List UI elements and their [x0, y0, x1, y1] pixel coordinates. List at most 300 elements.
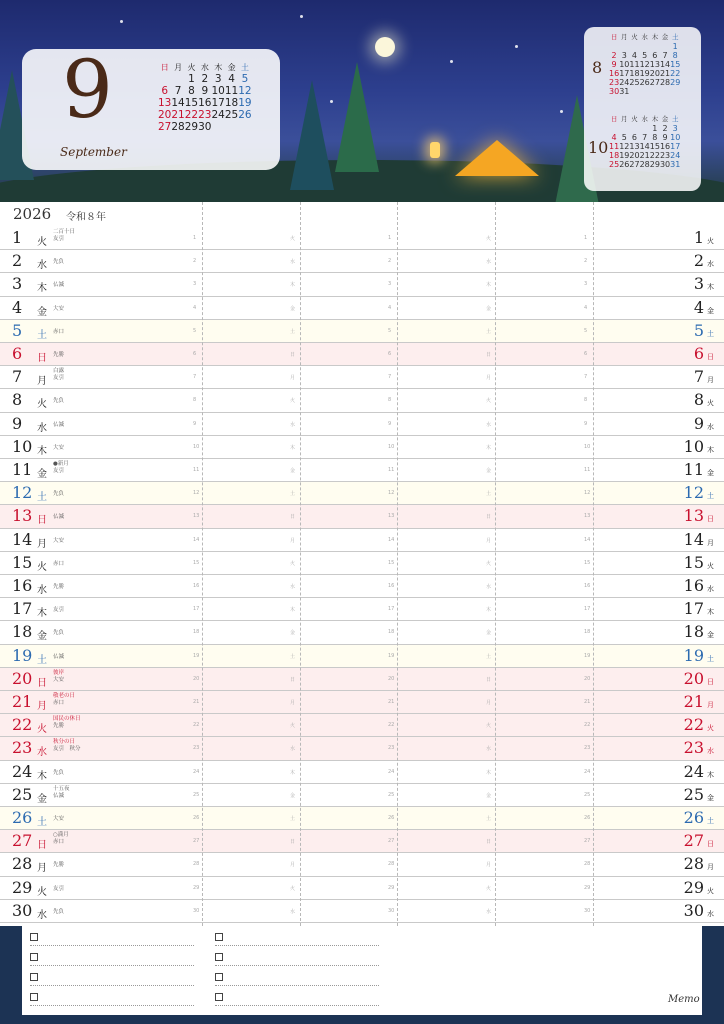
- weekday: 木: [37, 608, 47, 620]
- column-day-marker: 日: [486, 676, 492, 683]
- column-day-marker: 水: [486, 908, 492, 915]
- day-number: 17: [12, 599, 33, 619]
- day-number: 29: [12, 877, 33, 897]
- next-month-number: 10: [588, 138, 609, 157]
- right-weekday: 水: [707, 747, 714, 756]
- column-day-marker: 水: [290, 908, 296, 915]
- mini-calendar-day: 10: [670, 132, 681, 142]
- day-row[interactable]: [0, 297, 724, 320]
- mini-calendar-day: 6: [652, 50, 658, 60]
- tree-icon: [335, 62, 379, 172]
- weekday: 火: [37, 399, 47, 411]
- mini-calendar-day: 23: [609, 77, 620, 87]
- column-day-marker: 21: [584, 699, 591, 705]
- mini-calendar-day: 21: [659, 68, 671, 78]
- note-top: 彼岸: [53, 669, 65, 676]
- weekday-header: 土: [671, 33, 679, 42]
- right-weekday: 月: [707, 863, 714, 872]
- note-bottom: 先負: [53, 398, 65, 405]
- mini-calendar-day: 30: [659, 159, 671, 169]
- right-day-number: 10: [683, 436, 704, 456]
- column-day-marker: 木: [290, 444, 296, 451]
- right-weekday: 木: [707, 445, 714, 454]
- mini-calendar-day: 15: [184, 96, 199, 109]
- memo-checkbox-line[interactable]: [215, 970, 379, 986]
- column-day-marker: 13: [193, 513, 200, 520]
- column-day-marker: 月: [486, 862, 492, 869]
- note-top: 白露: [53, 368, 65, 375]
- note-bottom: 友引: [53, 885, 65, 892]
- mini-calendar-day: [171, 73, 184, 85]
- day-number: 10: [12, 436, 33, 456]
- prev-month-number: 8: [592, 58, 603, 77]
- mini-calendar-day: 29: [670, 77, 681, 87]
- mini-calendar-day: 21: [639, 150, 650, 160]
- day-row[interactable]: [0, 621, 724, 644]
- right-weekday: 木: [707, 608, 714, 617]
- note-bottom: 先負: [53, 491, 65, 498]
- mini-calendar-day: 18: [609, 150, 620, 160]
- note-bottom: 赤口: [53, 839, 65, 846]
- column-day-marker: 1: [193, 235, 197, 241]
- right-day-number: 30: [683, 900, 704, 920]
- column-day-marker: 1: [584, 235, 588, 241]
- weekday-header: 水: [641, 33, 648, 42]
- column-day-marker: 日: [290, 839, 296, 846]
- note-bottom: 大安: [53, 444, 65, 451]
- mini-calendar-day: 1: [652, 123, 658, 133]
- weekday-header: 土: [240, 62, 249, 72]
- right-day-number: 13: [683, 506, 704, 526]
- mini-calendar-day: 24: [619, 77, 630, 87]
- mini-calendar-day: 8: [672, 50, 678, 60]
- mini-calendar-day: 31: [619, 86, 630, 96]
- mini-calendar-day: 30: [198, 120, 212, 133]
- column-day-marker: 5: [584, 327, 588, 334]
- column-day-marker: 木: [290, 282, 296, 289]
- mini-calendar-day: 27: [629, 159, 640, 169]
- weekday: 水: [37, 585, 47, 596]
- note-bottom: 赤口: [53, 700, 65, 706]
- mini-calendar-day: 13: [649, 59, 660, 69]
- column-day-marker: 土: [290, 328, 296, 335]
- weekday-header: 月: [621, 115, 628, 124]
- column-day-marker: 火: [486, 398, 492, 405]
- column-day-marker: 7: [584, 374, 588, 381]
- memo-checkbox-line[interactable]: [215, 930, 379, 946]
- column-day-marker: 土: [290, 653, 296, 660]
- day-number: 13: [12, 506, 33, 526]
- column-day-marker: 日: [290, 352, 296, 358]
- column-day-marker: 28: [193, 861, 200, 868]
- memo-checkbox-line[interactable]: [30, 950, 194, 966]
- weekday: 日: [37, 677, 47, 689]
- weekday: 月: [37, 376, 47, 388]
- column-day-marker: 29: [193, 884, 200, 891]
- checkbox-icon[interactable]: [30, 973, 38, 981]
- column-day-marker: 23: [193, 745, 200, 752]
- mini-calendar-day: 6: [631, 132, 638, 142]
- column-day-marker: 29: [584, 884, 591, 891]
- mini-calendar-day: 24: [211, 108, 225, 121]
- checkbox-icon[interactable]: [30, 953, 38, 961]
- column-day-marker: 16: [584, 583, 591, 589]
- weekday-header: 木: [214, 62, 223, 72]
- day-number: 28: [12, 854, 33, 874]
- weekday: 月: [37, 538, 47, 550]
- weekday: 土: [37, 329, 47, 341]
- column-day-marker: 24: [388, 768, 395, 775]
- mini-calendar-day: 5: [621, 132, 627, 142]
- right-day-number: 1: [693, 228, 704, 247]
- weekday: 土: [37, 492, 47, 504]
- checkbox-icon[interactable]: [215, 933, 223, 941]
- column-day-marker: 21: [193, 699, 200, 705]
- right-day-number: 2: [693, 251, 704, 271]
- weekday: 木: [37, 445, 47, 457]
- right-day-number: 28: [683, 854, 704, 874]
- column-day-marker: 火: [486, 560, 492, 567]
- mini-calendar-day: 13: [629, 141, 640, 151]
- day-row[interactable]: [0, 389, 724, 412]
- column-divider: [202, 202, 203, 926]
- weekday-header: 土: [671, 115, 679, 124]
- mini-calendar-day: 11: [629, 59, 640, 69]
- column-day-marker: 21: [388, 699, 395, 705]
- mini-calendar-day: 14: [171, 96, 185, 109]
- column-day-marker: 金: [290, 305, 296, 312]
- column-day-marker: 6: [388, 351, 392, 357]
- weekday-header: 金: [661, 115, 669, 124]
- mini-calendar-day: 9: [662, 132, 668, 142]
- note-bottom: 友引: [53, 468, 65, 474]
- column-day-marker: 9: [193, 420, 197, 427]
- mini-calendar-day: 6: [161, 84, 169, 97]
- column-day-marker: 月: [486, 700, 492, 706]
- right-weekday: 月: [707, 701, 714, 709]
- month-english-name: September: [60, 145, 127, 159]
- day-row[interactable]: [0, 853, 724, 876]
- mini-calendar-day: 13: [158, 96, 172, 109]
- right-weekday: 土: [707, 817, 714, 825]
- note-top: 国民の休日: [53, 716, 81, 723]
- mini-calendar-day: 21: [171, 108, 185, 121]
- column-day-marker: 16: [193, 583, 200, 589]
- right-weekday: 月: [707, 376, 714, 385]
- column-day-marker: 3: [193, 281, 197, 288]
- column-day-marker: 火: [486, 885, 492, 892]
- column-day-marker: 18: [388, 629, 395, 636]
- column-day-marker: 30: [584, 907, 591, 914]
- right-weekday: 土: [707, 329, 714, 338]
- lantern-icon: [430, 142, 440, 158]
- day-row[interactable]: [0, 877, 724, 900]
- note-bottom: 先負: [53, 769, 65, 776]
- checkbox-icon[interactable]: [215, 973, 223, 981]
- day-row[interactable]: [0, 482, 724, 505]
- right-day-number: 20: [683, 668, 704, 688]
- column-day-marker: 20: [193, 675, 200, 682]
- column-day-marker: 17: [193, 606, 200, 613]
- weekday-header: 火: [187, 62, 196, 72]
- day-number: 3: [12, 274, 23, 294]
- day-row[interactable]: [0, 505, 724, 528]
- mini-calendar-day: 11: [609, 141, 620, 151]
- weekday: 金: [37, 631, 47, 643]
- day-row[interactable]: [0, 668, 724, 691]
- memo-checkbox-line[interactable]: [30, 990, 194, 1006]
- day-row[interactable]: [0, 900, 724, 923]
- star-icon: [300, 15, 303, 18]
- weekday-header: 月: [174, 62, 183, 72]
- mini-calendar-day: [640, 87, 650, 96]
- year-header: [0, 202, 724, 227]
- mini-calendar-day: 15: [649, 141, 660, 151]
- right-weekday: 土: [707, 654, 714, 663]
- column-day-marker: 日: [486, 514, 492, 521]
- mini-calendar-day: 10: [211, 84, 225, 97]
- mini-calendar-day: 28: [639, 159, 650, 169]
- mini-calendar-day: 22: [184, 108, 199, 121]
- column-day-marker: 19: [193, 652, 200, 659]
- day-row[interactable]: [0, 320, 724, 343]
- weekday: 金: [37, 306, 47, 318]
- day-row[interactable]: [0, 575, 724, 598]
- tree-icon: [290, 80, 334, 190]
- mini-calendar-day: [629, 42, 639, 51]
- column-day-marker: 8: [388, 397, 392, 404]
- day-row[interactable]: [0, 784, 724, 807]
- weekday-header: 火: [631, 33, 638, 42]
- right-weekday: 火: [707, 399, 714, 408]
- column-day-marker: 火: [290, 236, 296, 242]
- column-day-marker: 15: [388, 559, 395, 566]
- column-day-marker: 26: [584, 815, 591, 821]
- right-weekday: 火: [707, 561, 714, 570]
- mini-calendar-day: 4: [631, 50, 638, 60]
- right-day-number: 27: [683, 831, 704, 851]
- weekday: 水: [37, 260, 47, 272]
- day-row[interactable]: [0, 529, 724, 552]
- mini-calendar-day: 12: [619, 141, 630, 151]
- column-day-marker: 27: [584, 838, 591, 845]
- column-day-marker: 18: [584, 629, 591, 636]
- mini-calendar-day: 22: [649, 150, 660, 160]
- column-day-marker: 金: [290, 630, 296, 637]
- day-row[interactable]: [0, 366, 724, 389]
- day-row[interactable]: [0, 552, 724, 575]
- right-weekday: 水: [707, 909, 714, 918]
- mini-calendar-day: [629, 87, 639, 96]
- column-day-marker: 4: [584, 304, 588, 311]
- column-day-marker: 14: [584, 536, 591, 543]
- column-day-marker: 9: [584, 420, 588, 427]
- right-day-number: 24: [683, 761, 704, 781]
- note-bottom: 先負: [53, 630, 65, 637]
- weekday-header: 月: [621, 33, 628, 42]
- day-row[interactable]: [0, 250, 724, 273]
- day-row[interactable]: [0, 691, 724, 714]
- day-row[interactable]: [0, 413, 724, 436]
- column-day-marker: 15: [193, 559, 200, 566]
- day-number: 2: [12, 251, 23, 271]
- mini-calendar-day: 19: [639, 68, 650, 78]
- note-top: 敬老の日: [53, 693, 76, 699]
- column-day-marker: 24: [193, 768, 200, 775]
- day-row[interactable]: [0, 227, 724, 250]
- day-number: 18: [12, 622, 33, 642]
- day-row[interactable]: [0, 598, 724, 621]
- day-row[interactable]: [0, 807, 724, 830]
- column-day-marker: 23: [388, 745, 395, 752]
- right-weekday: 木: [707, 770, 714, 779]
- column-day-marker: 木: [290, 769, 296, 776]
- note-bottom: 先負: [53, 908, 65, 915]
- column-day-marker: 金: [486, 305, 492, 312]
- day-row[interactable]: [0, 714, 724, 737]
- column-day-marker: 金: [486, 792, 492, 799]
- checkbox-icon[interactable]: [30, 993, 38, 1001]
- mini-calendar-day: 12: [639, 59, 650, 69]
- memo-checkbox-line[interactable]: [215, 990, 379, 1006]
- mini-calendar-day: [640, 124, 650, 133]
- column-day-marker: 3: [584, 281, 588, 288]
- note-bottom: 大安: [53, 816, 65, 822]
- memo-checkbox-line[interactable]: [30, 930, 194, 946]
- weekday-header: 木: [651, 33, 659, 42]
- column-day-marker: 20: [388, 675, 395, 682]
- column-day-marker: 2: [193, 258, 197, 265]
- weekday: 水: [37, 422, 47, 434]
- right-weekday: 土: [707, 492, 714, 501]
- column-divider: [397, 202, 398, 926]
- column-day-marker: 土: [486, 328, 492, 335]
- day-row[interactable]: [0, 737, 724, 760]
- column-day-marker: 10: [193, 443, 200, 450]
- column-day-marker: 19: [388, 652, 395, 659]
- column-day-marker: 土: [486, 491, 492, 498]
- weekday-header: 水: [200, 62, 209, 72]
- weekday-header: 木: [651, 115, 659, 124]
- mini-calendar-day: [158, 73, 171, 85]
- column-day-marker: 14: [193, 536, 200, 543]
- column-day-marker: 3: [388, 281, 392, 288]
- day-row[interactable]: [0, 343, 724, 366]
- column-day-marker: 19: [584, 652, 591, 659]
- column-day-marker: 8: [193, 397, 197, 404]
- note-bottom: 先勝: [53, 723, 65, 730]
- right-weekday: 日: [707, 677, 714, 686]
- column-day-marker: 7: [193, 374, 197, 381]
- mini-calendar-day: 18: [629, 68, 640, 78]
- weekday: 火: [37, 237, 47, 248]
- note-bottom: 仏滅: [53, 514, 65, 521]
- day-row[interactable]: [0, 645, 724, 668]
- mini-calendar-day: 26: [639, 77, 650, 87]
- memo-checkbox-line[interactable]: [30, 970, 194, 986]
- note-bottom: 先勝: [53, 862, 65, 869]
- memo-checkbox-line[interactable]: [215, 950, 379, 966]
- column-day-marker: 28: [584, 861, 591, 868]
- mini-calendar-day: 9: [611, 59, 617, 69]
- mini-calendar-day: 5: [241, 72, 249, 85]
- column-day-marker: 水: [486, 746, 492, 753]
- weekday: 日: [37, 353, 47, 364]
- mini-calendar-day: 29: [184, 120, 199, 133]
- column-day-marker: 11: [193, 467, 200, 473]
- column-day-marker: 木: [486, 607, 492, 614]
- day-row[interactable]: [0, 830, 724, 853]
- right-weekday: 木: [707, 283, 714, 292]
- mini-calendar-day: [238, 121, 251, 133]
- column-day-marker: 土: [290, 816, 296, 822]
- column-day-marker: 月: [290, 700, 296, 706]
- checkbox-icon[interactable]: [215, 993, 223, 1001]
- right-weekday: 金: [707, 793, 714, 802]
- right-day-number: 25: [683, 784, 704, 804]
- mini-calendar-day: 23: [659, 150, 671, 160]
- column-day-marker: 水: [290, 584, 296, 590]
- mini-calendar-day: 24: [670, 150, 681, 160]
- day-number: 6: [12, 344, 23, 363]
- day-row[interactable]: [0, 273, 724, 296]
- day-row[interactable]: [0, 761, 724, 784]
- right-day-number: 11: [683, 460, 704, 479]
- mini-calendar-day: 7: [174, 84, 182, 97]
- column-day-marker: 30: [193, 907, 200, 914]
- mini-calendar-day: [609, 124, 619, 133]
- column-day-marker: 13: [584, 513, 591, 520]
- column-day-marker: 金: [290, 792, 296, 799]
- day-number: 14: [12, 529, 33, 549]
- day-number: 26: [12, 808, 33, 827]
- weekday: 金: [37, 793, 47, 805]
- weekday: 木: [37, 770, 47, 782]
- column-day-marker: 25: [193, 791, 200, 798]
- mini-calendar-day: 3: [672, 123, 678, 133]
- mini-calendar-day: 27: [649, 77, 660, 87]
- day-number: 25: [12, 784, 33, 804]
- note-bottom: 先勝: [53, 352, 65, 358]
- column-day-marker: 火: [290, 560, 296, 567]
- column-day-marker: 24: [584, 768, 591, 775]
- right-weekday: 火: [707, 886, 714, 895]
- day-number: 16: [12, 576, 33, 595]
- weekday-header: 日: [610, 33, 618, 42]
- column-day-marker: 22: [193, 722, 200, 729]
- column-day-marker: 木: [290, 607, 296, 614]
- column-day-marker: 13: [388, 513, 395, 520]
- day-row[interactable]: [0, 436, 724, 459]
- checkbox-icon[interactable]: [30, 933, 38, 941]
- column-day-marker: 水: [290, 746, 296, 753]
- column-day-marker: 木: [486, 769, 492, 776]
- column-day-marker: 2: [584, 258, 588, 265]
- day-number: 8: [12, 390, 23, 410]
- right-weekday: 水: [707, 585, 714, 593]
- note-top: 二百十日: [53, 229, 76, 235]
- weekday: 水: [37, 909, 47, 921]
- column-day-marker: 水: [290, 421, 296, 428]
- day-number: 23: [12, 738, 33, 758]
- column-day-marker: 15: [584, 559, 591, 566]
- mini-calendar-day: 15: [670, 59, 681, 69]
- note-top: ●新月: [53, 461, 69, 467]
- checkbox-icon[interactable]: [215, 953, 223, 961]
- day-row[interactable]: [0, 459, 724, 482]
- right-day-number: 8: [693, 390, 704, 410]
- day-number: 21: [12, 692, 33, 711]
